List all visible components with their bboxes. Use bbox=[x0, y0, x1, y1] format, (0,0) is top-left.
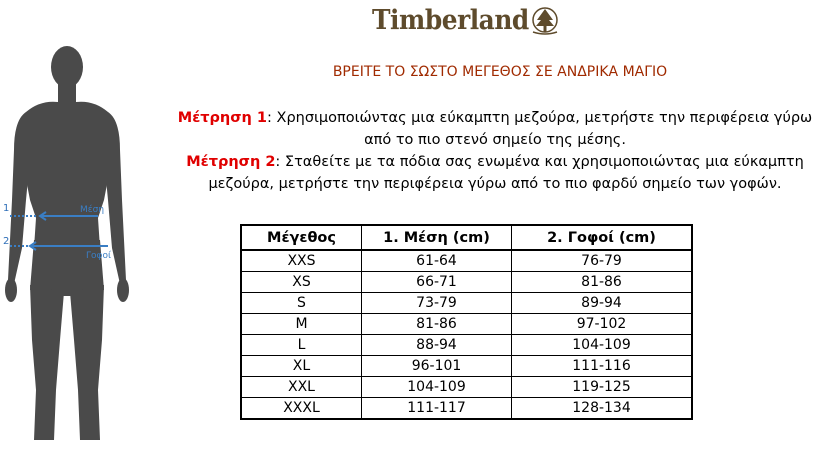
measurement-1 bbox=[150, 107, 832, 151]
cell-hips: 128-134 bbox=[512, 398, 693, 420]
measurement-instructions bbox=[150, 107, 832, 195]
measurement-2-text-a: : Σταθείτε με τα πόδια σας ενωμένα και χρησιμοποιώντας μια εύκαμπτη bbox=[275, 154, 804, 170]
table-row bbox=[241, 293, 692, 314]
cell-waist: 111-117 bbox=[362, 398, 512, 420]
measurement-1-text-a: : Χρησιμοποιώντας μια εύκαμπτη μεζούρα, μετρήστε την περιφέρεια γύρω bbox=[267, 110, 813, 126]
hip-label: Γοφοί bbox=[86, 251, 112, 261]
measurement-2-text-b: μεζούρα, μετρήστε την περιφέρεια γύρω από το πιο φαρδύ σημείο των γοφών. bbox=[208, 176, 782, 192]
cell-size: L bbox=[241, 335, 362, 356]
cell-size: M bbox=[241, 314, 362, 335]
table-row bbox=[241, 272, 692, 293]
cell-hips: 104-109 bbox=[512, 335, 693, 356]
cell-hips: 76-79 bbox=[512, 250, 693, 272]
cell-size: S bbox=[241, 293, 362, 314]
cell-waist: 81-86 bbox=[362, 314, 512, 335]
table-row bbox=[241, 377, 692, 398]
cell-waist: 104-109 bbox=[362, 377, 512, 398]
table-row bbox=[241, 356, 692, 377]
hip-number: 2 bbox=[3, 236, 10, 247]
body-figure bbox=[0, 40, 130, 460]
header-hips: 2. Γοφοί (cm) bbox=[512, 225, 693, 250]
table-row bbox=[241, 314, 692, 335]
table-header-row bbox=[241, 225, 692, 250]
header-waist: 1. Μέση (cm) bbox=[362, 225, 512, 250]
cell-waist: 61-64 bbox=[362, 250, 512, 272]
cell-size: XXXL bbox=[241, 398, 362, 420]
measurement-1-label: Μέτρηση 1 bbox=[177, 110, 268, 126]
cell-waist: 88-94 bbox=[362, 335, 512, 356]
measurement-2-label: Μέτρηση 2 bbox=[186, 154, 276, 170]
cell-hips: 119-125 bbox=[512, 377, 693, 398]
cell-size: XS bbox=[241, 272, 362, 293]
waist-number: 1 bbox=[3, 203, 10, 214]
waist-label: Μέση bbox=[80, 205, 105, 215]
cell-size: XXL bbox=[241, 377, 362, 398]
cell-waist: 96-101 bbox=[362, 356, 512, 377]
measurement-1-text-b: από το πιο στενό σημείο της μέσης. bbox=[364, 132, 626, 148]
table-row bbox=[241, 335, 692, 356]
cell-hips: 89-94 bbox=[512, 293, 693, 314]
cell-waist: 73-79 bbox=[362, 293, 512, 314]
brand-logo bbox=[372, 3, 564, 39]
cell-size: XL bbox=[241, 356, 362, 377]
tree-icon bbox=[528, 5, 562, 39]
cell-hips: 81-86 bbox=[512, 272, 693, 293]
table-row bbox=[241, 250, 692, 272]
measurement-2 bbox=[150, 151, 832, 195]
size-table bbox=[240, 224, 693, 420]
cell-hips: 111-116 bbox=[512, 356, 693, 377]
cell-size: XXS bbox=[241, 250, 362, 272]
cell-hips: 97-102 bbox=[512, 314, 693, 335]
brand-name: Timberland bbox=[372, 5, 529, 36]
table-row bbox=[241, 398, 692, 420]
page-title: ΒΡΕΙΤΕ ΤΟ ΣΩΣΤΟ ΜΕΓΕΘΟΣ ΣΕ ΑΝΔΡΙΚΑ ΜΑΓΙΟ bbox=[332, 64, 668, 80]
cell-waist: 66-71 bbox=[362, 272, 512, 293]
header-size: Μέγεθος bbox=[241, 225, 362, 250]
